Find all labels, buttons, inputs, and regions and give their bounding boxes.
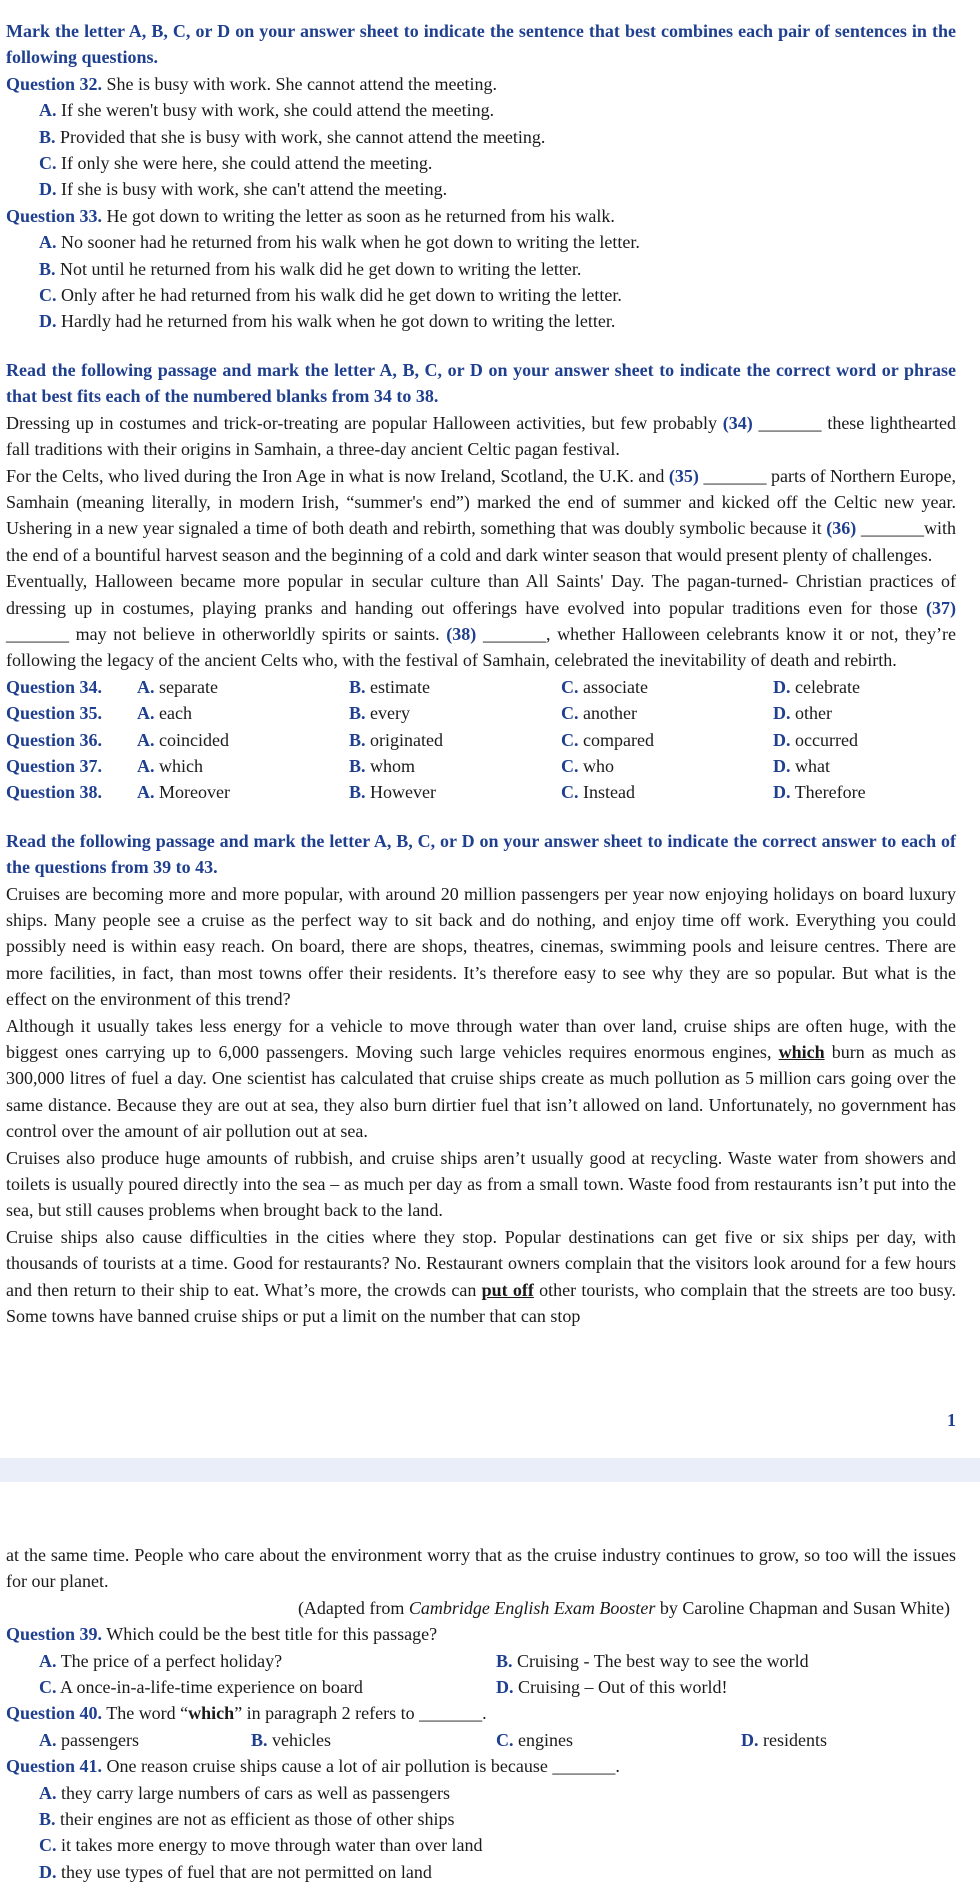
- option-d: D. Hardly had he returned from his walk when he got down to writing the letter.: [39, 311, 616, 332]
- referent-which: which: [778, 1042, 825, 1063]
- option-c: C. If only she were here, she could attend the meeting.: [39, 153, 433, 174]
- question-39-options-row-1: A. The price of a perfect holiday? B. Cruising - The best way to see the world: [39, 1650, 809, 1671]
- option-b: B. Provided that she is busy with work, she cannot attend the meeting.: [39, 126, 546, 147]
- question-stem: He got down to writing the letter as soon as he returned from his walk.: [106, 205, 615, 226]
- option-a: A. they carry large numbers of cars as well as passengers: [39, 1782, 451, 1803]
- question-38-options: Question 38. A. Moreover B. However C. Instead D. Therefore: [6, 782, 866, 803]
- source-citation: (Adapted from Cambridge English Exam Booster by Caroline Chapman and Susan White): [297, 1597, 950, 1618]
- question-label: Question 33.: [6, 205, 103, 226]
- blank-number-37: (37): [926, 597, 957, 618]
- question-label: Question 32.: [6, 73, 103, 94]
- option-b: B. Not until he returned from his walk did he get down to writing the letter.: [39, 258, 582, 279]
- question-stem: She is busy with work. She cannot attend the meeting.: [106, 73, 497, 94]
- page-2: [6, 1542, 956, 1885]
- option-d: D. they use types of fuel that are not permitted on land: [39, 1861, 432, 1882]
- question-36-options: Question 36. A. coincided B. originated C. compared D. occurred: [6, 729, 858, 750]
- blank-36: _______: [861, 518, 924, 539]
- blank-34: _______: [758, 412, 822, 433]
- option-c: C. Only after he had returned from his walk did he get down to writing the letter.: [39, 285, 622, 306]
- blank-number-36: (36): [826, 518, 857, 539]
- option-b: B. their engines are not as efficient as those of other ships: [39, 1809, 455, 1830]
- question-34-options: Question 34. A. separate B. estimate C. associate D. celebrate: [6, 676, 860, 697]
- passage3-paragraph-2: Although it usually takes less energy for a vehicle to move through water than over land, cruise ships are often huge, with the biggest ones carrying up to 6,000 passengers. Moving such large vehicles requires enormous engines, which burn as much as 300,000 litres of fuel a day. One scientist has calculated that cruise ships create as much pollution as 5 million cars going over the same distance. Because they are out at sea, they also burn dirtier fuel that isn’t allowed on land. Unfortunately, no government has control over the amount of air pollution out at sea.: [6, 1015, 957, 1142]
- section3-instruction: Read the following passage and mark the letter A, B, C, or D on your answer sheet to indicate the correct answer to each of the questions from 39 to 43.: [6, 830, 956, 878]
- question-40-options: A. passengers B. vehicles C. engines D. residents: [39, 1729, 827, 1750]
- option-a: A. No sooner had he returned from his walk when he got down to writing the letter.: [39, 232, 640, 253]
- blank-number-35: (35): [668, 465, 699, 486]
- passage3-paragraph-1: Cruises are becoming more and more popular, with around 20 million passengers per year now enjoying holidays on board luxury ships. Many people see a cruise as the perfect way to sit back and do nothing, and enjoy time off work. Everything you could possibly need is within easy reach. On board, there are shops, theatres, cinemas, swimming pools and leisure centres. There are more facilities, in fact, than most towns offer their residents. It’s therefore easy to see why they are so popular. But what is the effect on the environment of this trend?: [6, 883, 956, 1010]
- question-35-options: Question 35. A. each B. every C. another D. other: [6, 703, 832, 724]
- blank-number-34: (34): [722, 412, 753, 433]
- section1-instruction: Mark the letter A, B, C, or D on your answer sheet to indicate the sentence that best combines each pair of sentences in the following questions.: [6, 21, 956, 68]
- passage3-paragraph-3: Cruises also produce huge amounts of rubbish, and cruise ships aren’t usually good at recycling. Waste water from showers and toilets is usually poured directly into the sea – as much per day as from a small town. Waste food from restaurants isn’t put into the sea, but still causes problems when brought back to the land.: [6, 1147, 956, 1221]
- question-33: [6, 203, 956, 229]
- question-39-options-row-2: C. A once-in-a-life-time experience on board D. Cruising – Out of this world!: [39, 1677, 728, 1698]
- option-c: C. it takes more energy to move through water than over land: [39, 1835, 483, 1856]
- blank-38: _______: [482, 623, 546, 644]
- passage3-paragraph-4: Cruise ships also cause difficulties in the cities where they stop. Popular destinations can get five or six ships per day, with thousands of tourists at a time. Good for restaurants? No. Restaurant owners complain that the visitors look around for a few hours and then return to their ship to eat. What’s more, the crowds can put off other tourists, who complain that the streets are too busy. Some towns have banned cruise ships or put a limit on the number that can stop: [6, 1226, 957, 1327]
- option-a: A. If she weren't busy with work, she could attend the meeting.: [39, 100, 495, 121]
- question-40: Question 40. The word “which” in paragraph 2 refers to _______.: [6, 1703, 487, 1724]
- passage3-paragraph-4-continued: at the same time. People who care about the environment worry that as the cruise industry continues to grow, so too will the issues for our planet.: [6, 1545, 956, 1592]
- option-d: D. If she is busy with work, she can't attend the meeting.: [39, 179, 448, 200]
- phrase-put-off: put off: [481, 1279, 534, 1300]
- passage2-paragraph-3: Eventually, Halloween became more popular in secular culture than All Saints' Day. The pagan-turned- Christian practices of dressing up in costumes, playing pranks and handing out offerings have evolved into popular traditions even for those (37) _______ may not believe in otherworldly spirits or saints. (38) _______, whether Halloween celebrants know it or not, they’re following the legacy of the ancient Celts who, with the festival of Samhain, celebrated the inevitability of death and rebirth.: [6, 571, 957, 671]
- blank-number-38: (38): [446, 623, 477, 644]
- page-1: [6, 18, 956, 1330]
- passage2-paragraph-2: For the Celts, who lived during the Iron Age in what is now Ireland, Scotland, the U.K. and (35) _______ parts of Northern Europe, Samhain (meaning literally, in modern Irish, “summer's end”) marked the end of summer and kicked off the Celtic new year. Ushering in a new year signaled a time of both death and rebirth, something that was doubly symbolic because it (36) _______with the end of a bountiful harvest season and the beginning of a cold and dark winter season that would present plenty of challenges.: [6, 465, 957, 565]
- page-break: [0, 1458, 980, 1482]
- question-39: Question 39. Which could be the best title for this passage?: [6, 1624, 438, 1645]
- question-32: [6, 71, 956, 97]
- question-37-options: Question 37. A. which B. whom C. who D. what: [6, 755, 830, 776]
- question-41: Question 41. One reason cruise ships cause a lot of air pollution is because _______.: [6, 1756, 620, 1777]
- blank-35: _______: [703, 465, 767, 486]
- passage2-paragraph-1: Dressing up in costumes and trick-or-treating are popular Halloween activities, but few probably (34) _______ these lighthearted fall traditions with their origins in Samhain, a three-day ancient Celtic pagan festival.: [6, 412, 957, 460]
- page-number: 1: [947, 1410, 956, 1430]
- section2-instruction: Read the following passage and mark the letter A, B, C, or D on your answer sheet to indicate the correct word or phrase that best fits each of the numbered blanks from 34 to 38.: [6, 359, 956, 407]
- blank-37: _______: [6, 623, 69, 644]
